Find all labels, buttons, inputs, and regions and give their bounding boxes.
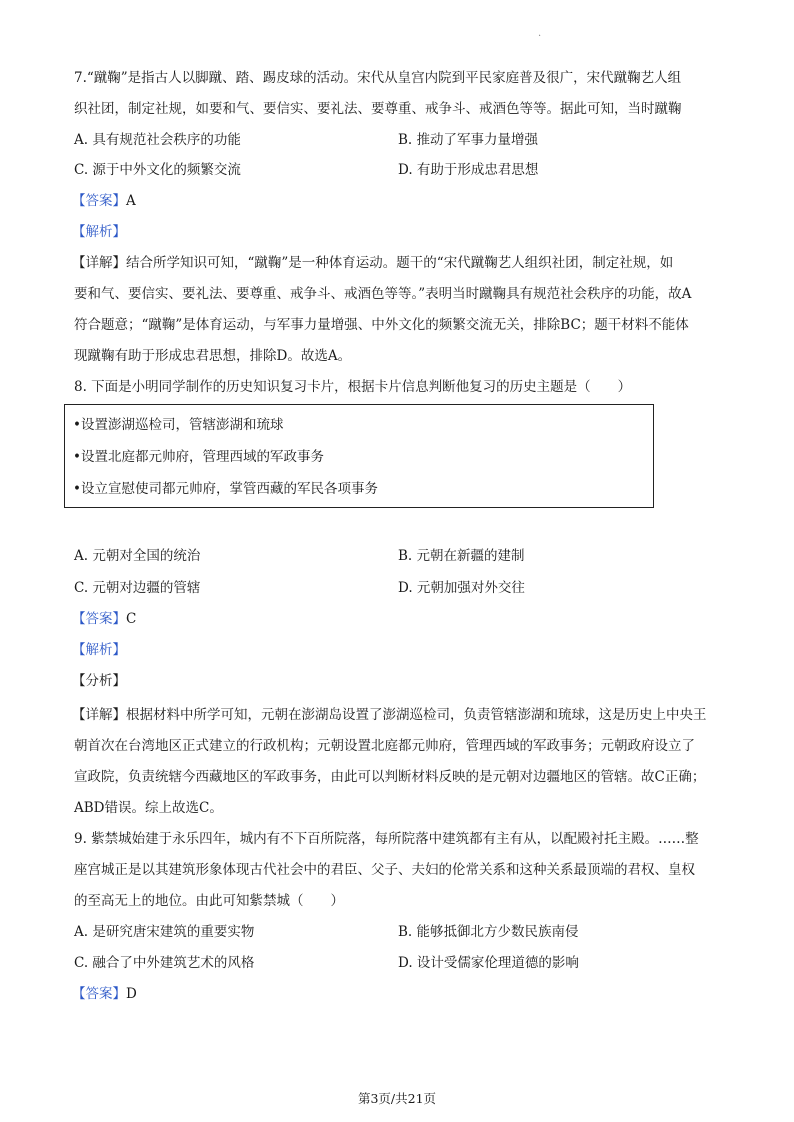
q7-detail-line-1 [72,253,673,273]
q8-option-d: D. 元朝加强对外交往 [398,580,525,596]
q7-option-c: C. 源于中外文化的频繁交流 [74,162,241,178]
q8-card-item-2: •设置北庭都元帅府，管理西域的军政事务 [73,449,324,465]
q9-option-d: D. 设计受儒家伦理道德的影响 [398,955,579,971]
q7-detail-tag: 【详解】 [72,255,126,271]
q7-stem-line-1: 7.“蹴鞠”是指古人以脚蹴、踏、踢皮球的活动。宋代从皇宫内院到平民家庭普及很广，宋代蹴鞠艺人组 [74,70,682,86]
q8-review-card [64,404,654,508]
q8-detail-line-3: 宣政院，负责统辖今西藏地区的军政事务，由此可以判断材料反映的是元朝对边疆地区的管辖。故C正确； [74,769,706,785]
q8-analysis-tag: 【解析】 [72,642,126,658]
header-mark: . [538,28,542,39]
page-footer: 第3页/共21页 [357,1091,437,1106]
q7-detail-line-4: 现蹴鞠有助于形成忠君思想，排除D。故选A。 [74,348,352,364]
q8-detail-line-2: 朝首次在台湾地区正式建立的行政机构；元朝设置北庭都元帅府，管理西域的军政事务；元朝政府设立了 [74,738,695,754]
q7-answer-value: A [126,193,136,209]
q8-detail-line-1 [72,705,707,725]
q9-stem-line-2: 座宫城正是以其建筑形象体现古代社会中的君臣、父子、夫妇的伦常关系和这种关系最顶端的君权、皇权 [74,862,695,878]
q7-detail-text-1: 结合所学知识可知，“蹴鞠”是一种体育运动。题干的“宋代蹴鞠艺人组织社团，制定社规，如 [126,255,674,271]
q7-option-b: B. 推动了军事力量增强 [398,132,539,148]
q7-stem-line-2: 织社团，制定社规，如要和气、要信实、要礼法、要尊重、戒争斗、戒酒色等等。据此可知，当时蹴鞠 [74,101,682,117]
q9-option-c: C. 融合了中外建筑艺术的风格 [74,955,255,971]
q8-detail-tag: 【详解】 [72,707,126,723]
q8-card-item-1: •设置澎湖巡检司，管辖澎湖和琉球 [73,417,284,433]
q7-answer [72,191,136,211]
q9-answer-value: D [126,986,137,1002]
q9-option-b: B. 能够抵御北方少数民族南侵 [398,924,579,940]
q9-option-a: A. 是研究唐宋建筑的重要实物 [74,924,255,940]
q7-answer-tag: 【答案】 [72,193,126,209]
q8-detail-text-1: 根据材料中所学可知，元朝在澎湖岛设置了澎湖巡检司，负责管辖澎湖和琉球，这是历史上中央王 [126,707,707,723]
q9-answer-tag: 【答案】 [72,986,126,1002]
q7-detail-line-2: 要和气、要信实、要礼法、要尊重、戒争斗、戒酒色等等。”表明当时蹴鞠具有规范社会秩序的功能，故A [74,286,692,302]
q8-fenxi-tag: 【分析】 [72,673,126,689]
q9-answer [72,984,137,1004]
q8-option-b: B. 元朝在新疆的建制 [398,548,525,564]
q8-stem: 8. 下面是小明同学制作的历史知识复习卡片，根据卡片信息判断他复习的历史主题是（ ） [74,379,632,395]
q9-stem-line-1: 9. 紫禁城始建于永乐四年，城内有不下百所院落，每所院落中建筑都有主有从，以配殿衬托主殿。……整 [74,831,699,847]
q7-detail-line-3: 符合题意；“蹴鞠”是体育运动，与军事力量增强、中外文化的频繁交流无关，排除BC；题干材料不能体 [74,317,689,333]
q8-option-a: A. 元朝对全国的统治 [74,548,201,564]
q7-option-d: D. 有助于形成忠君思想 [398,162,539,178]
q8-answer-value: C [126,611,137,627]
q8-detail-line-4: ABD错误。综上故选C。 [74,800,223,816]
q8-answer [72,609,136,629]
q7-analysis-tag: 【解析】 [72,224,126,240]
q8-card-item-3: •设立宣慰使司都元帅府，掌管西藏的军民各项事务 [73,481,378,497]
q9-stem-line-3: 的至高无上的地位。由此可知紫禁城（ ） [74,893,344,909]
q8-option-c: C. 元朝对边疆的管辖 [74,580,201,596]
q7-option-a: A. 具有规范社会秩序的功能 [74,132,241,148]
q8-answer-tag: 【答案】 [72,611,126,627]
